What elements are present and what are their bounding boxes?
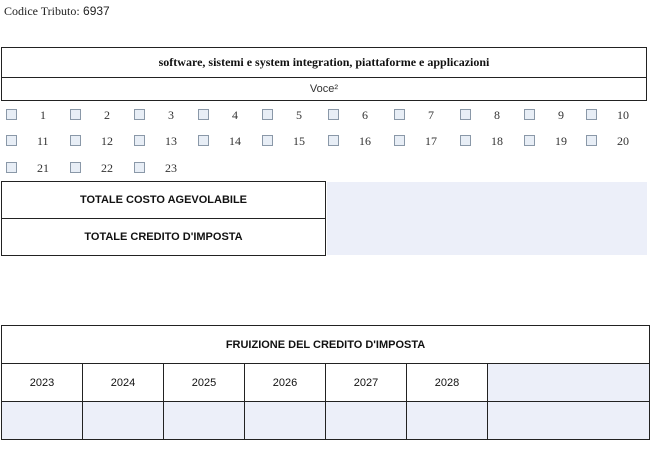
fruizione-blank-cell xyxy=(488,364,650,402)
voce-checkbox-10[interactable] xyxy=(586,109,597,120)
fruizione-blank-value-cell[interactable] xyxy=(488,402,650,440)
voce-number-8: 8 xyxy=(494,108,500,122)
voce-number-7: 7 xyxy=(428,108,434,122)
year-2024: 2024 xyxy=(83,364,164,402)
year-2026: 2026 xyxy=(245,364,326,402)
voce-checkbox-9[interactable] xyxy=(524,109,535,120)
totale-costo-agevolabile-label: TOTALE COSTO AGEVOLABILE xyxy=(1,181,326,219)
voce-checkbox-19[interactable] xyxy=(524,135,535,146)
fruizione-years-row xyxy=(2,364,650,402)
fruizione-table xyxy=(1,325,650,440)
voce-number-12: 12 xyxy=(101,134,113,148)
voce-checkbox-18[interactable] xyxy=(460,135,471,146)
voce-number-16: 16 xyxy=(359,134,371,148)
voce-checkbox-8[interactable] xyxy=(460,109,471,120)
voce-checkbox-11[interactable] xyxy=(6,135,17,146)
voce-number-19: 19 xyxy=(555,134,567,148)
voce-number-17: 17 xyxy=(425,134,437,148)
voce-number-14: 14 xyxy=(229,134,241,148)
voce-checkbox-20[interactable] xyxy=(586,135,597,146)
year-2025: 2025 xyxy=(164,364,245,402)
credito-input-2024[interactable] xyxy=(83,402,164,440)
voce-number-18: 18 xyxy=(491,134,503,148)
voce-number-11: 11 xyxy=(37,134,49,148)
voce-number-13: 13 xyxy=(165,134,177,148)
voce-number-22: 22 xyxy=(101,161,113,175)
voce-number-4: 4 xyxy=(232,108,238,122)
voce-number-2: 2 xyxy=(104,108,110,122)
voce-checkbox-12[interactable] xyxy=(70,135,81,146)
credito-input-2025[interactable] xyxy=(164,402,245,440)
voce-checkbox-13[interactable] xyxy=(134,135,145,146)
voce-checkbox-2[interactable] xyxy=(70,109,81,120)
voce-number-5: 5 xyxy=(296,108,302,122)
totale-credito-imposta-label: TOTALE CREDITO D'IMPOSTA xyxy=(1,218,326,256)
voce-checkbox-21[interactable] xyxy=(6,162,17,173)
credito-input-2023[interactable] xyxy=(2,402,83,440)
codice-tributo-value: 6937 xyxy=(83,4,110,18)
voce-checkbox-3[interactable] xyxy=(134,109,145,120)
voce-number-21: 21 xyxy=(37,161,49,175)
year-2028: 2028 xyxy=(407,364,488,402)
fruizione-values-row xyxy=(2,402,650,440)
codice-tributo-label: Codice Tributo: xyxy=(4,4,80,18)
credito-input-2027[interactable] xyxy=(326,402,407,440)
credito-input-2026[interactable] xyxy=(245,402,326,440)
voce-checkbox-14[interactable] xyxy=(198,135,209,146)
voce-number-15: 15 xyxy=(293,134,305,148)
voce-number-20: 20 xyxy=(617,134,629,148)
year-2027: 2027 xyxy=(326,364,407,402)
voce-checkbox-23[interactable] xyxy=(134,162,145,173)
voce-number-6: 6 xyxy=(362,108,368,122)
credito-input-2028[interactable] xyxy=(407,402,488,440)
voce-number-3: 3 xyxy=(168,108,174,122)
voce-number-1: 1 xyxy=(40,108,46,122)
voce-checkbox-15[interactable] xyxy=(262,135,273,146)
voce-checkbox-6[interactable] xyxy=(328,109,339,120)
totali-input-area[interactable] xyxy=(327,182,647,255)
voce-checkbox-5[interactable] xyxy=(262,109,273,120)
voce-number-10: 10 xyxy=(617,108,629,122)
year-2023: 2023 xyxy=(2,364,83,402)
voce-checkbox-17[interactable] xyxy=(394,135,405,146)
voce-checkbox-7[interactable] xyxy=(394,109,405,120)
section-title: software, sistemi e system integration, piattaforme e applicazioni xyxy=(1,47,647,78)
voce-number-9: 9 xyxy=(558,108,564,122)
voce-checkbox-22[interactable] xyxy=(70,162,81,173)
voce-checkbox-16[interactable] xyxy=(328,135,339,146)
voce-checkbox-4[interactable] xyxy=(198,109,209,120)
voce-number-23: 23 xyxy=(165,161,177,175)
fruizione-title: FRUIZIONE DEL CREDITO D'IMPOSTA xyxy=(2,326,650,364)
voce-checkbox-1[interactable] xyxy=(6,109,17,120)
codice-tributo xyxy=(4,4,110,19)
voce-header: Voce² xyxy=(1,77,647,101)
